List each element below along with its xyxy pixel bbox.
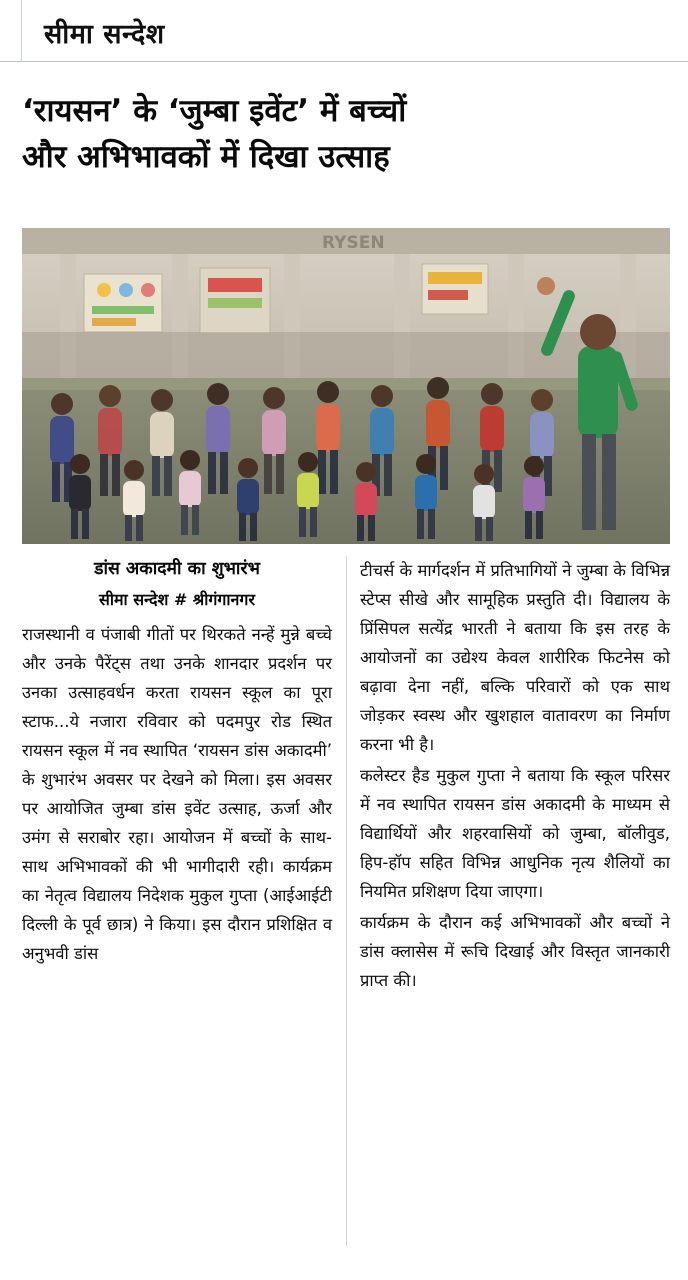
paragraph: कलेस्टर हैड मुकुल गुप्ता ने बताया कि स्कूल परिसर में नव स्थापित रायसन डांस अकादमी के माध्यम से विद्यार्थियों और शहरवासियों को जुम्बा, बॉलीवुड, हिप-हॉप सहित विभिन्न आधुनिक नृत्य शैलियों का नियमित प्रशिक्षण दिया जाएगा।: [360, 766, 670, 901]
article-subhead: डांस अकादमी का शुभारंभ: [94, 559, 260, 579]
masthead-title: सीमा सन्देश: [44, 19, 165, 50]
svg-text:RYSEN: RYSEN: [322, 233, 385, 253]
paragraph: टीचर्स के मार्गदर्शन में प्रतिभागियों ने जुम्बा के विभिन्न स्टेप्स सीखे और सामूहिक प्रस्तुति दी। विद्यालय के प्रिंसिपल सत्येंद्र भारती ने बताया कि इस तरह के आयोजनों का उद्येश्य केवल शारीरिक फिटनेस को बढ़ावा देना नहीं, बल्कि परिवारों को एक साथ जोड़कर स्वस्थ और खुशहाल वातावरण का निर्माण करना भी है।: [360, 561, 670, 754]
column-left: [22, 556, 332, 970]
article-photo: [22, 228, 670, 544]
article-headline: [22, 88, 670, 180]
column-right: [360, 556, 670, 997]
headline-line-2: और अभिभावकों में दिखा उत्साह: [22, 139, 390, 175]
masthead: [0, 0, 688, 62]
article-body: [22, 556, 670, 1256]
paragraph: राजस्थानी व पंजाबी गीतों पर थिरकते नन्हें मुन्ने बच्चे और उनके पैरेंट्स तथा उनके शानदार प्रदर्शन पर उनका उत्साहवर्धन करता रायसन स्कूल का पूरा स्टाफ...ये नजारा रविवार को पदमपुर रोड स्थित रायसन स्कूल में नव स्थापित ‘रायसन डांस अकादमी’ के शुभारंभ अवसर पर देखने को मिला। इस अवसर पर आयोजित जुम्बा डांस इवेंट उत्साह, ऊर्जा और उमंग से सराबोर रहा। आयोजन में बच्चों के साथ-साथ अभिभावकों की भी भागीदारी रही। कार्यक्रम का नेतृत्व विद्यालय निदेशक मुकुल गुप्ता (आईआईटी दिल्ली के पूर्व छात्र) ने किया। इस दौरान प्रशिक्षित व अनुभवी डांस: [22, 625, 332, 963]
masthead-left-rule: [0, 0, 22, 62]
headline-line-1: ‘रायसन’ के ‘जुम्बा इवेंट’ में बच्चों: [22, 93, 407, 129]
paragraph: कार्यक्रम के दौरान कई अभिभावकों और बच्चों ने डांस क्लासेस में रूचि दिखाई और विस्तृत जानकारी प्राप्त की।: [360, 913, 670, 990]
photo-illustration: [22, 228, 670, 544]
article-byline: सीमा सन्देश # श्रीगंगानगर: [99, 590, 255, 609]
column-divider: [346, 556, 347, 1246]
